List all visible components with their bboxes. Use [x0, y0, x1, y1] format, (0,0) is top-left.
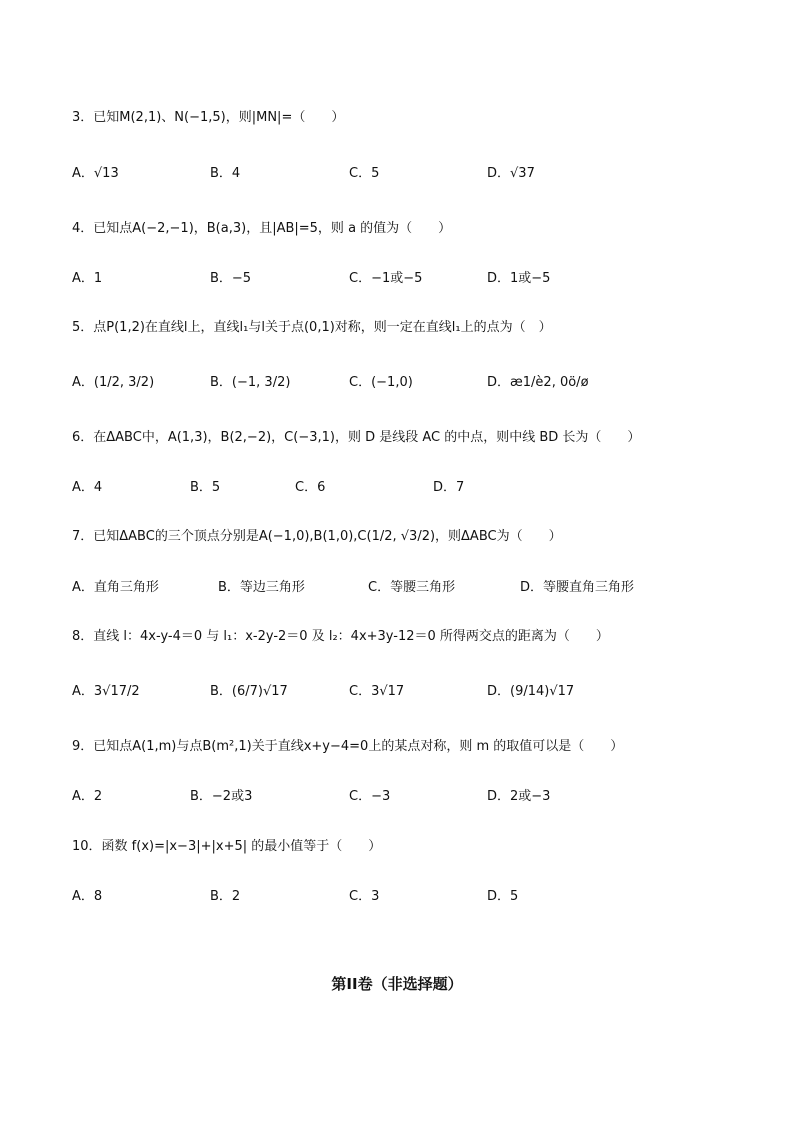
question-5-option-d: D．æ1/è2, 0ö/ø	[487, 375, 589, 390]
question-4-option-c: C．−1或−5	[349, 271, 423, 286]
question-5-option-a: A．(1/2, 3/2)	[72, 375, 155, 390]
question-7-stem: 7．已知ΔABC的三个顶点分别是A(−1,0),B(1,0),C(1/2, √3/2)，则ΔABC为（ ）	[72, 529, 562, 544]
question-5-option-c: C．(−1,0)	[349, 375, 413, 390]
question-8-option-b: B．(6/7)√17	[210, 684, 288, 699]
question-4-option-d: D．1或−5	[487, 271, 551, 286]
question-9-option-a: A．2	[72, 789, 103, 804]
question-6-option-a: A．4	[72, 480, 103, 495]
question-4-option-b: B．−5	[210, 271, 252, 286]
question-3-option-c: C．5	[349, 166, 380, 181]
question-10-stem: 10．函数 f(x)=|x−3|+|x+5| 的最小值等于（ ）	[72, 839, 382, 854]
question-3-option-b: B．4	[210, 166, 241, 181]
question-5-option-b: B．(−1, 3/2)	[210, 375, 291, 390]
question-9-option-c: C．−3	[349, 789, 391, 804]
question-10-option-b: B．2	[210, 889, 241, 904]
question-8-option-c: C．3√17	[349, 684, 405, 699]
question-7-option-a: A．直角三角形	[72, 580, 159, 595]
question-8-stem: 8．直线 l：4x-y-4＝0 与 l₁：x-2y-2＝0 及 l₂：4x+3y-12＝0 所得两交点的距离为（ ）	[72, 629, 609, 644]
question-8-option-a: A．3√17/2	[72, 684, 140, 699]
question-7-option-c: C．等腰三角形	[368, 580, 456, 595]
question-7-option-d: D．等腰直角三角形	[520, 580, 635, 595]
question-8-option-d: D．(9/14)√17	[487, 684, 575, 699]
question-5-stem: 5．点P(1,2)在直线l上，直线l₁与l关于点(0,1)对称，则一定在直线l₁上的点为（ ）	[72, 320, 552, 335]
question-10-option-a: A．8	[72, 889, 103, 904]
question-3-option-d: D．√37	[487, 166, 535, 181]
question-10-option-c: C．3	[349, 889, 380, 904]
question-6-stem: 6．在ΔABC中，A(1,3)，B(2,−2)，C(−3,1)，则 D 是线段 AC 的中点，则中线 BD 长为（ ）	[72, 430, 641, 445]
question-4-option-a: A．1	[72, 271, 103, 286]
question-9-option-b: B．−2或3	[190, 789, 253, 804]
question-3-option-a: A．√13	[72, 166, 119, 181]
question-6-option-b: B．5	[190, 480, 221, 495]
section-title: 第II卷（非选择题）	[331, 975, 463, 993]
question-4-stem: 4．已知点A(−2,−1)，B(a,3)，且|AB|=5，则 a 的值为（ ）	[72, 221, 452, 236]
question-9-stem: 9．已知点A(1,m)与点B(m²,1)关于直线x+y−4=0上的某点对称，则 m 的取值可以是（ ）	[72, 739, 624, 754]
question-7-option-b: B．等边三角形	[218, 580, 305, 595]
question-3-stem: 3．已知M(2,1)、N(−1,5)，则|MN|=（ ）	[72, 110, 345, 125]
question-10-option-d: D．5	[487, 889, 519, 904]
question-9-option-d: D．2或−3	[487, 789, 551, 804]
question-6-option-c: C．6	[295, 480, 326, 495]
question-6-option-d: D．7	[433, 480, 465, 495]
